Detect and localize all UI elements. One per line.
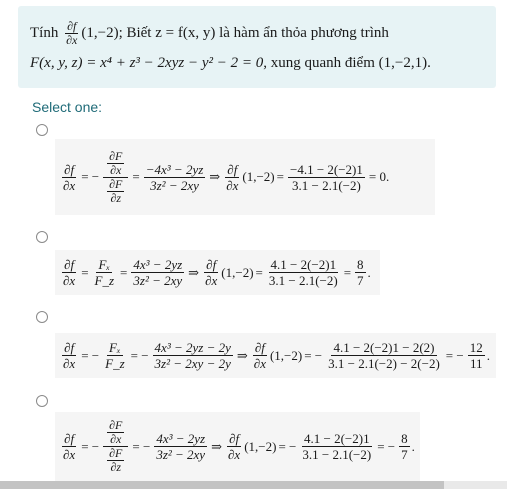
question-line-2 xyxy=(30,48,496,78)
lhs-fraction: $\frac{\partial f}{\partial x}$ xyxy=(63,161,76,193)
question-prefix: Tính xyxy=(30,25,59,41)
question-text-2: , xung quanh điểm xyxy=(263,55,375,71)
compound-fraction: $\frac{\frac{\partial F}{\partial x}}{\frac{\partial F}{\partial z}}$ xyxy=(103,150,128,205)
numeric-fraction: $\frac{-4.1 - 2(-2)1}{3.1 - 2.1(-2)}$ xyxy=(289,161,363,193)
option-2-radio[interactable] xyxy=(36,231,48,243)
option-1[interactable]: $\frac{\partial f}{\partial x}$ = − $\frac{\frac{\partial F}{\partial x}}{\frac{\partial F}{\partial z}}$ = $\frac{\text{−4x³ − 2yz}}{\text{3z² − 2xy}}$ ⇒ $\frac{\partial f}{\partial x}$ (1,−2) = $\frac{-4.1 - 2(-2)1}{3.1 - 2.1(-2)}$ = 0. xyxy=(55,139,435,215)
scrollbar-track-end xyxy=(444,481,507,489)
expression-fraction: $\frac{\text{−4x³ − 2yz}}{\text{3z² − 2xy}}$ xyxy=(145,161,204,193)
option-4[interactable]: $\frac{\partial f}{\partial x}$ = − $\frac{\frac{\partial F}{\partial x}}{\frac{\partial F}{\partial z}}$ = − $\frac{\text{4x³ − 2yz}}{\text{3z² − 2xy}}$ ⇒ $\frac{\partial f}{\partial x}$ (1,−2) = − $\frac{4.1 - 2(-2)1}{3.1 - 2.1(-2)}$ = − $\frac{8}{7}$ . xyxy=(55,412,420,481)
question-line-1 xyxy=(30,18,496,48)
option-3[interactable]: $\frac{\partial f}{\partial x}$ = − $\frac{\text{Fₓ}}{F\_z}$ = − $\frac{\text{4x³ − 2yz − 2y}}{\text{3z² − 2xy − 2y}}$ ⇒ $\frac{\partial f}{\partial x}$ (1,−2) = − $\frac{4.1 - 2(-2)1 - 2(2)}{3.1 - 2.1(-2) - 2(-2)}$ = − $\frac{12}{11}$ . xyxy=(55,333,496,378)
horizontal-scrollbar[interactable] xyxy=(0,481,444,489)
question-box xyxy=(18,6,496,88)
question-equation: F(x, y, z) = x⁴ + z³ − 2xyz − y² − 2 = 0 xyxy=(30,55,264,71)
option-4-radio[interactable] xyxy=(36,395,48,407)
question-point-3: (1,−2,1). xyxy=(378,55,431,71)
option-2[interactable]: $\frac{\partial f}{\partial x}$ = $\frac{\text{Fₓ}}{F\_z}$ = $\frac{\text{4x³ − 2yz}}{\text{3z² − 2xy}}$ ⇒ $\frac{\partial f}{\partial x}$ (1,−2) = $\frac{4.1 - 2(-2)1}{3.1 - 2.1(-2)}$ = $\frac{8}{7}$ . xyxy=(55,250,380,295)
result-partial: $\frac{\partial f}{\partial x}$ xyxy=(226,161,239,193)
question-point: (1,−2) xyxy=(81,25,119,41)
question-text-1: ; Biết z = f(x, y) là hàm ẩn thỏa phương trình xyxy=(118,25,389,41)
option-3-radio[interactable] xyxy=(36,311,48,323)
partial-fraction: $\frac{\partial f}{\partial x}$ xyxy=(66,19,78,48)
option-1-radio[interactable] xyxy=(36,124,48,136)
select-one-label: Select one: xyxy=(32,99,103,115)
